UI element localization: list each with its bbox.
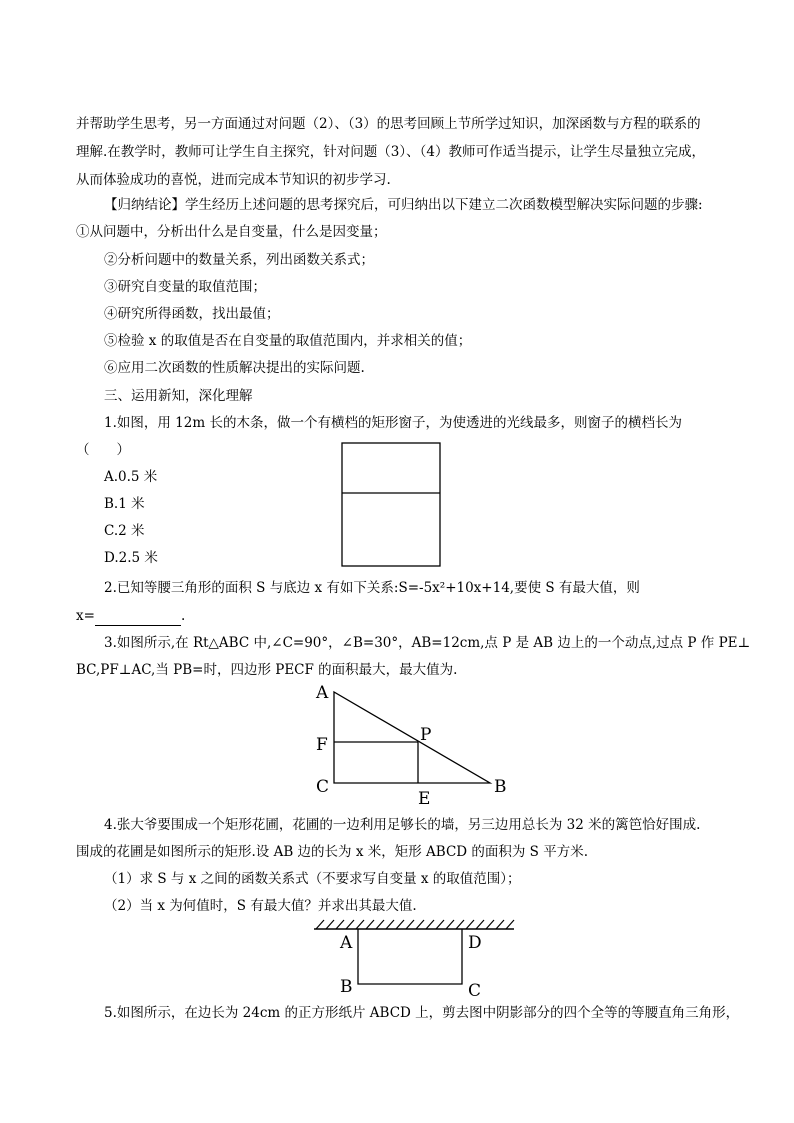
q1-option-b: B.1 米 [104, 496, 145, 512]
q2-answer-suffix: . [180, 608, 186, 624]
q5-text: 5.如图所示，在边长为 24cm 的正方形纸片 ABCD 上，剪去图中阴影部分的四个全等的等腰直角三角形， [104, 1005, 740, 1021]
step-2: ②分析问题中的数量关系，列出函数关系式； [104, 252, 374, 268]
garden-figure [312, 918, 518, 998]
label-d: D [468, 933, 482, 953]
conclusion-label: 【归纳结论】 [104, 197, 185, 213]
section-title: 三、运用新知，深化理解 [104, 388, 253, 404]
label-e: E [418, 789, 431, 809]
label-f: F [316, 735, 328, 755]
step-3: ③研究自变量的取值范围； [104, 279, 266, 295]
label-c: C [468, 981, 482, 998]
q4-line-1: 4.张大爷要围成一个矩形花圃，花圃的一边利用足够长的墙，另三边用总长为 32 米的篱笆恰好围成. [104, 817, 701, 833]
q4-line-2: 围成的花圃是如图所示的矩形.设 AB 边的长为 x 米，矩形 ABCD 的面积为 S 平方米. [76, 844, 589, 860]
triangle-abc [334, 692, 490, 783]
q4-sub-2: （2）当 x 为何值时，S 有最大值？并求出其最大值. [104, 898, 417, 914]
label-a: A [316, 683, 329, 703]
q3-line-1: 3.如图所示,在 Rt△ABC 中,∠C=90°，∠B=30°，AB=12cm,点 P 是 AB 边上的一个动点,过点 P 作 PE⊥ [104, 635, 751, 651]
label-a: A [340, 933, 353, 953]
wall-hatching [316, 920, 514, 929]
q3-line-2: BC,PF⊥AC,当 PB=时，四边形 PECF 的面积最大，最大值为. [76, 662, 458, 678]
window-frame [342, 443, 440, 566]
q1-blank: （ ） [76, 442, 130, 458]
step-1: ①从问题中，分析出什么是自变量，什么是因变量； [76, 224, 387, 240]
label-b: B [340, 977, 353, 997]
q2-text: 2.已知等腰三角形的面积 S 与底边 x 有如下关系:S=-5x²+10x+14,要使 S 有最大值，则 [104, 580, 640, 596]
q1-option-a: A.0.5 米 [104, 469, 158, 485]
q1-text: 1.如图，用 12m 长的木条，做一个有横档的矩形窗子，为使透进的光线最多，则窗子的横档长为 [104, 415, 682, 431]
label-p: P [420, 725, 432, 745]
paragraph-line-2: 理解.在教学时，教师可让学生自主探究，针对问题（3）、（4）教师可作适当提示，让学生尽量独立完成， [76, 144, 705, 160]
conclusion-line [104, 195, 703, 215]
label-c: C [316, 777, 330, 797]
label-b: B [494, 777, 507, 797]
step-4: ④研究所得函数，找出最值； [104, 306, 280, 322]
paragraph-line-3: 从而体验成功的喜悦，进而完成本节知识的初步学习. [76, 172, 391, 188]
triangle-figure [308, 680, 518, 810]
paragraph-line-1: 并帮助学生思考，另一方面通过对问题（2）、（3）的思考回顾上节所学过知识，加深函数与方程的联系的 [76, 116, 701, 132]
q4-sub-1: （1）求 S 与 x 之间的函数关系式（不要求写自变量 x 的取值范围）； [104, 871, 521, 887]
step-6: ⑥应用二次函数的性质解决提出的实际问题. [104, 360, 365, 376]
q1-option-d: D.2.5 米 [104, 550, 158, 566]
q2-answer-blank [95, 611, 181, 626]
fence [358, 929, 462, 984]
window-figure [340, 441, 444, 569]
conclusion-text: 学生经历上述问题的思考探究后，可归纳出以下建立二次函数模型解决实际问题的步骤: [185, 197, 703, 213]
step-5: ⑤检验 x 的取值是否在自变量的取值范围内，并求相关的值； [104, 333, 472, 349]
q2-answer-line [76, 606, 185, 626]
q2-answer-prefix: x= [76, 608, 95, 624]
q1-option-c: C.2 米 [104, 523, 145, 539]
